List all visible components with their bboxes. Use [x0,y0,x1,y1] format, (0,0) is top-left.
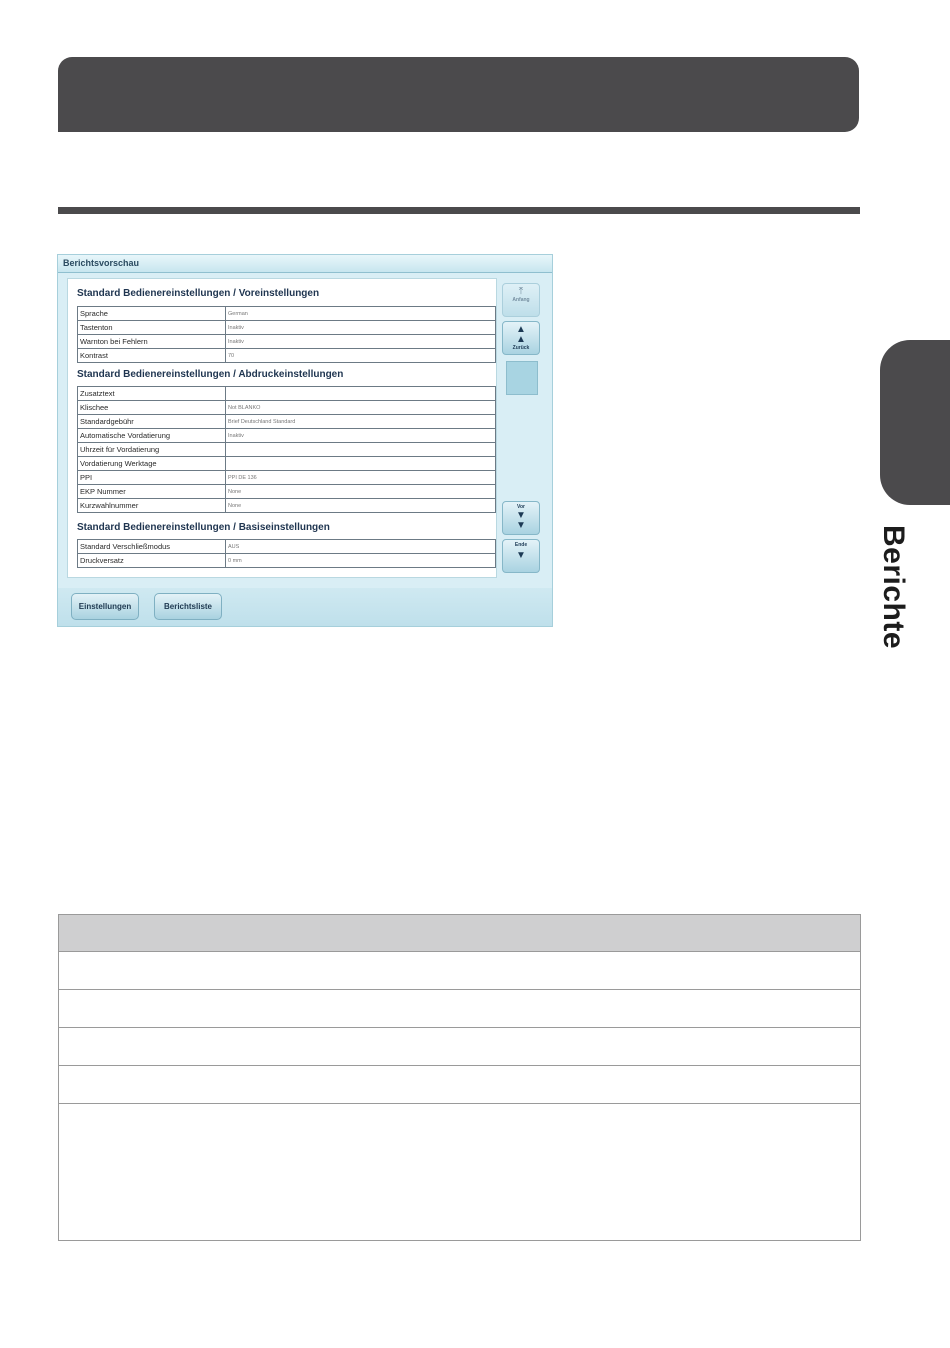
row-key: Druckversatz [78,554,226,568]
report-list-button[interactable]: Berichtsliste [154,593,222,620]
table-row [78,485,496,499]
section-divider [58,207,860,214]
table-row [78,307,496,321]
row-key: Automatische Vordatierung [78,429,226,443]
row-value: None [226,499,496,513]
row-value [226,443,496,457]
row-key: Zusatztext [78,387,226,401]
page-up-icon: ▲ ▲ [516,324,526,345]
row-key: Warnton bei Fehlern [78,335,226,349]
row-key: Tastenton [78,321,226,335]
scroll-end-button[interactable] [502,539,540,573]
table-row [59,1028,861,1066]
scroll-back-button[interactable] [502,321,540,355]
row-value: Inaktiv [226,321,496,335]
table-row [78,321,496,335]
row-key: Kurzwahlnummer [78,499,226,513]
chapter-side-tab [880,340,950,505]
table-cell [59,1104,861,1241]
row-key: Kontrast [78,349,226,363]
settings-button[interactable]: Einstellungen [71,593,139,620]
row-value: Not BLANKO [226,401,496,415]
table-row [59,1104,861,1241]
table-row [59,990,861,1028]
scroll-top-label: Anfang [512,297,530,303]
row-value: 70 [226,349,496,363]
table-row [78,443,496,457]
table-header-row [59,915,861,952]
screen-title: Berichtsvorschau [58,255,552,273]
table-row [59,1066,861,1104]
table-cell [59,1066,861,1104]
row-value [226,457,496,471]
row-key: Klischee [78,401,226,415]
row-value: AUS [226,540,496,554]
report-preview-screen [57,254,553,627]
row-value [226,387,496,401]
table-cell [59,990,861,1028]
row-key: EKP Nummer [78,485,226,499]
chapter-side-label: Berichte [877,525,910,650]
table-row [78,429,496,443]
settings-table-basiseinstellungen [77,539,496,568]
table-cell [59,1028,861,1066]
section-heading-voreinstellungen: Standard Bedienereinstellungen / Voreinstellungen [77,288,320,299]
settings-table-voreinstellungen [77,306,496,363]
row-key: Vordatierung Werktage [78,457,226,471]
table-row [78,457,496,471]
table-row [78,471,496,485]
scroll-top-button[interactable] [502,283,540,317]
double-up-icon: ⤒ [518,286,524,297]
scroll-forward-button[interactable] [502,501,540,535]
table-row [78,415,496,429]
screen-bottom-bar [58,588,552,626]
table-row [78,387,496,401]
row-value: Inaktiv [226,429,496,443]
table-row [78,401,496,415]
scroll-end-icon: ▼ [516,550,526,561]
row-value: 0 mm [226,554,496,568]
row-key: PPI [78,471,226,485]
report-preview-body [67,278,497,578]
table-row [59,952,861,990]
row-value: Inaktiv [226,335,496,349]
row-key: Uhrzeit für Vordatierung [78,443,226,457]
page-down-icon: ▼ ▼ [516,510,526,531]
table-header-cell [59,915,861,952]
section-heading-basiseinstellungen: Standard Bedienereinstellungen / Basiseinstellungen [77,522,330,533]
row-value: PPI DE 136 [226,471,496,485]
scroll-back-label: Zurück [512,345,530,351]
table-cell [59,952,861,990]
row-value: German [226,307,496,321]
row-key: Standardgebühr [78,415,226,429]
table-row [78,499,496,513]
row-key: Sprache [78,307,226,321]
settings-table-abdruckeinstellungen [77,386,496,513]
scroll-end-label: Ende [514,542,528,548]
table-row [78,335,496,349]
scroll-forward-label: Vor [517,504,525,510]
row-value: Brief Deutschland Standard [226,415,496,429]
section-heading-abdruckeinstellungen: Standard Bedienereinstellungen / Abdruckeinstellungen [77,369,344,380]
table-row [78,554,496,568]
chapter-header-band [58,57,859,132]
reference-table [58,914,861,1241]
scrollbar-thumb[interactable] [506,361,538,395]
table-row [78,540,496,554]
row-value: None [226,485,496,499]
row-key: Standard Verschließmodus [78,540,226,554]
scroll-controls [502,283,542,573]
table-row [78,349,496,363]
